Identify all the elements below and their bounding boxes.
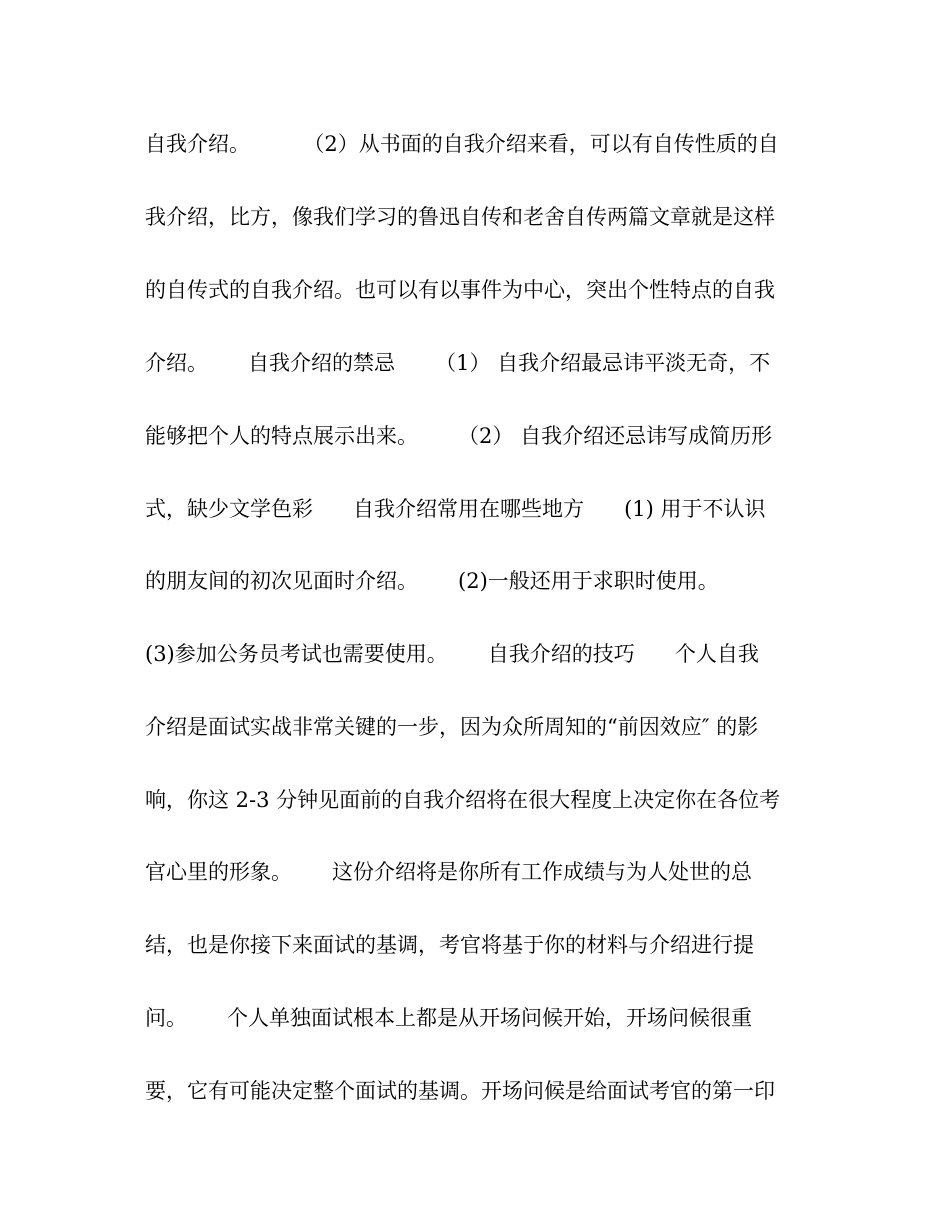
text-line: 我介绍，比方，像我们学习的鲁迅自传和老舍自传两篇文章就是这样 (145, 205, 775, 229)
text-line: 官心里的形象。 这份介绍将是你所有工作成绩与为人处世的总 (145, 860, 753, 884)
text-line: 结，也是你接下来面试的基调，考官将基于你的材料与介绍进行提 (145, 933, 754, 957)
text-line: 自我介绍。 （2）从书面的自我介绍来看，可以有自传性质的自 (145, 132, 779, 156)
text-line: 介绍是面试实战非常关键的一步，因为众所周知的“前因效应″ 的影 (145, 715, 759, 739)
text-line: 式，缺少文学色彩 自我介绍常用在哪些地方 (1) 用于不认识 (145, 497, 766, 521)
text-line: 的自传式的自我介绍。也可以有以事件为中心，突出个性特点的自我 (145, 278, 775, 302)
text-line: 能够把个人的特点展示出来。 （2） 自我介绍还忌讳写成简历形 (145, 424, 773, 448)
text-line: 介绍。 自我介绍的禁忌 （1） 自我介绍最忌讳平淡无奇，不 (145, 351, 771, 375)
text-line: 的朋友间的初次见面时介绍。 (2)一般还用于求职时使用。 (145, 569, 719, 593)
text-line: 响，你这 2-3 分钟见面前的自我介绍将在很大程度上决定你在各位考 (145, 788, 781, 812)
text-line: (3)参加公务员考试也需要使用。 自我介绍的技巧 个人自我 (145, 642, 759, 666)
text-line: 要，它有可能决定整个面试的基调。开场问候是给面试考官的第一印 (145, 1079, 775, 1103)
text-line: 问。 个人单独面试根本上都是从开场问候开始，开场问候很重 (145, 1006, 753, 1030)
